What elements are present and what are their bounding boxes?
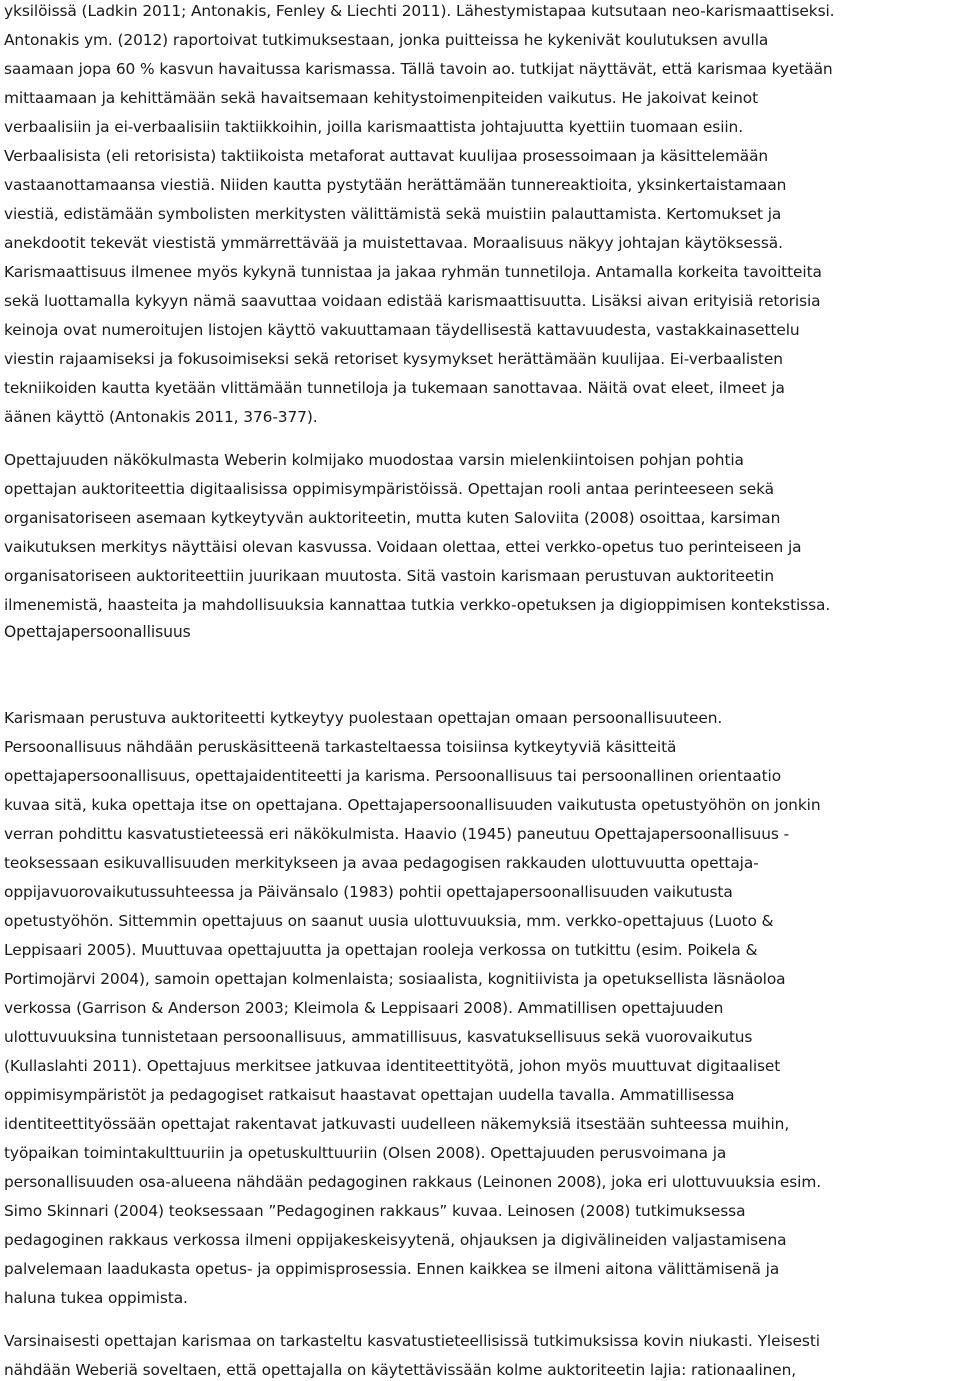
paragraph-teacher-authority <box>4 446 954 620</box>
text-line: oppimisympäristöt ja pedagogiset ratkaisut haastavat opettajan uudella tavalla. Ammatillisessa <box>4 1086 735 1104</box>
text-line: Verbaalisista (eli retorisista) taktiikoista metaforat auttavat kuulijaa prosessoimaan ja käsittelemään <box>4 147 769 165</box>
text-line: Antonakis ym. (2012) raportoivat tutkimuksestaan, jonka puitteissa he kykenivät koulutuksen avulla <box>4 31 769 49</box>
text-line: vaikutuksen merkitys näyttäisi olevan kasvussa. Voidaan olettaa, ettei verkko-opetus tuo perinteiseen ja <box>4 538 802 556</box>
text-line: viestin rajaamiseksi ja fokusoimiseksi sekä retoriset kysymykset herättämään kuulijaa. Ei-verbaalisten <box>4 350 783 368</box>
text-line: verran pohdittu kasvatustieteessä eri näkökulmista. Haavio (1945) paneutuu Opettajapersoonallisuus - <box>4 825 790 843</box>
paragraph-charisma-research <box>4 0 954 432</box>
text-line: (Kullaslahti 2011). Opettajuus merkitsee jatkuvaa identiteettityötä, johon myös muuttuvat digitaaliset <box>4 1057 781 1075</box>
text-line: Opettajuuden näkökulmasta Weberin kolmijako muodostaa varsin mielenkiintoisen pohjan pohtia <box>4 451 744 469</box>
text-line: Karismaan perustuva auktoriteetti kytkeytyy puolestaan opettajan omaan persoonallisuuteen. <box>4 709 723 727</box>
text-line: organisatoriseen asemaan kytkeytyvän auktoriteetin, mutta kuten Saloviita (2008) osoittaa, karsiman <box>4 509 781 527</box>
text-line: verkossa (Garrison & Anderson 2003; Kleimola & Leppisaari 2008). Ammatillisen opettajuuden <box>4 999 724 1017</box>
section-heading-opettajapersoonallisuus <box>4 618 954 647</box>
text-line: verbaalisiin ja ei-verbaalisiin taktiikkoihin, joilla karismaattista johtajuutta kyettiin tuomaan esiin. <box>4 118 744 136</box>
text-line: ilmenemistä, haasteita ja mahdollisuuksia kannattaa tutkia verkko-opetuksen ja digioppimisen kontekstissa. <box>4 596 831 614</box>
text-line: saamaan jopa 60 % kasvun havaitussa karismassa. Tällä tavoin ao. tutkijat näyttävät, että karismaa kyetään <box>4 60 833 78</box>
paragraph-teacher-personality <box>4 704 954 1313</box>
text-line: Persoonallisuus nähdään peruskäsitteenä tarkasteltaessa toisiinsa kytkeytyviä käsitteitä <box>4 738 677 756</box>
text-line: anekdootit tekevät viestistä ymmärrettävää ja muistettavaa. Moraalisuus näkyy johtajan käytöksessä. <box>4 234 783 252</box>
text-line: työpaikan toimintakulttuuriin ja opetuskulttuuriin (Olsen 2008). Opettajuuden perusvoimana ja <box>4 1144 727 1162</box>
text-line: keinoja ovat numeroitujen listojen käyttö vakuuttamaan täydellisestä kattavuudesta, vastakkainasettelu <box>4 321 800 339</box>
text-line: identiteettityössään opettajat rakentavat jatkuvasti uudelleen näkemyksiä itsestään suhteessa muihin, <box>4 1115 790 1133</box>
text-line: nähdään Weberiä soveltaen, että opettajalla on käytettävissään kolme auktoriteetin lajia: rationaalinen, <box>4 1361 797 1379</box>
paragraph-teacher-charisma <box>4 1327 954 1381</box>
text-line: äänen käyttö (Antonakis 2011, 376-377). <box>4 408 318 426</box>
text-line: oppijavuorovaikutussuhteessa ja Päivänsalo (1983) pohtii opettajapersoonallisuuden vaikutusta <box>4 883 733 901</box>
text-line: ulottuvuuksina tunnistetaan persoonallisuus, ammatillisuus, kasvatuksellisuus sekä vuorovaikutus <box>4 1028 753 1046</box>
text-line: palvelemaan laadukasta opetus- ja oppimisprosessia. Ennen kaikkea se ilmeni aitona välittämisenä ja <box>4 1260 780 1278</box>
text-line: mittaamaan ja kehittämään sekä havaitsemaan kehitystoimenpiteiden vaikutus. He jakoivat keinot <box>4 89 758 107</box>
text-line: opettajan auktoriteettia digitaalisissa oppimisympäristöissä. Opettajan rooli antaa perinteeseen sekä <box>4 480 774 498</box>
text-line: kuvaa sitä, kuka opettaja itse on opettajana. Opettajapersoonallisuuden vaikutusta opetustyöhön on jonkin <box>4 796 821 814</box>
text-line: vastaanottamaansa viestiä. Niiden kautta pystytään herättämään tunnereaktioita, yksinkertaistamaan <box>4 176 787 194</box>
text-line: pedagoginen rakkaus verkossa ilmeni oppijakeskeisyytenä, ohjauksen ja digivälineiden valjastamisena <box>4 1231 787 1249</box>
text-line: sekä luottamalla kykyyn nämä saavuttaa voidaan edistää karismaattisuutta. Lisäksi aivan erityisiä retorisia <box>4 292 821 310</box>
text-line: Karismaattisuus ilmenee myös kykynä tunnistaa ja jakaa ryhmän tunnetiloja. Antamalla korkeita tavoitteita <box>4 263 822 281</box>
text-line: opetustyöhön. Sittemmin opettajuus on saanut uusia ulottuvuuksia, mm. verkko-opettajuus (Luoto & <box>4 912 774 930</box>
text-line: organisatoriseen auktoriteettiin juurikaan muutosta. Sitä vastoin karismaan perustuvan auktoriteetin <box>4 567 775 585</box>
text-line: haluna tukea oppimista. <box>4 1289 188 1307</box>
text-line: Varsinaisesti opettajan karismaa on tarkasteltu kasvatustieteellisissä tutkimuksissa kovin niukasti. Yleisesti <box>4 1332 820 1350</box>
text-line: Opettajapersoonallisuus <box>4 623 191 641</box>
text-line: opettajapersoonallisuus, opettajaidentiteetti ja karisma. Persoonallisuus tai persoonallinen orientaatio <box>4 767 782 785</box>
text-line: teoksessaan esikuvallisuuden merkitykseen ja avaa pedagogisen rakkauden ulottuvuutta opettaja- <box>4 854 759 872</box>
text-line: tekniikoiden kautta kyetään vlittämään tunnetiloja ja tukemaan sanottavaa. Näitä ovat eleet, ilmeet ja <box>4 379 785 397</box>
text-line: yksilöissä (Ladkin 2011; Antonakis, Fenley & Liechti 2011). Lähestymistapaa kutsutaan neo-karismaattiseksi. <box>4 2 835 20</box>
text-line: Leppisaari 2005). Muuttuvaa opettajuutta ja opettajan rooleja verkossa on tutkittu (esim. Poikela & <box>4 941 758 959</box>
text-line: Simo Skinnari (2004) teoksessaan ”Pedagoginen rakkaus” kuvaa. Leinosen (2008) tutkimuksessa <box>4 1202 746 1220</box>
text-line: viestiä, edistämään symbolisten merkitysten välittämistä sekä muistiin palauttamista. Kertomukset ja <box>4 205 782 223</box>
text-line: Portimojärvi 2004), samoin opettajan kolmenlaista; sosiaalista, kognitiivista ja opetuksellista läsnäoloa <box>4 970 786 988</box>
text-line: personallisuuden osa-alueena nähdään pedagoginen rakkaus (Leinonen 2008), joka eri ulottuvuuksia esim. <box>4 1173 822 1191</box>
